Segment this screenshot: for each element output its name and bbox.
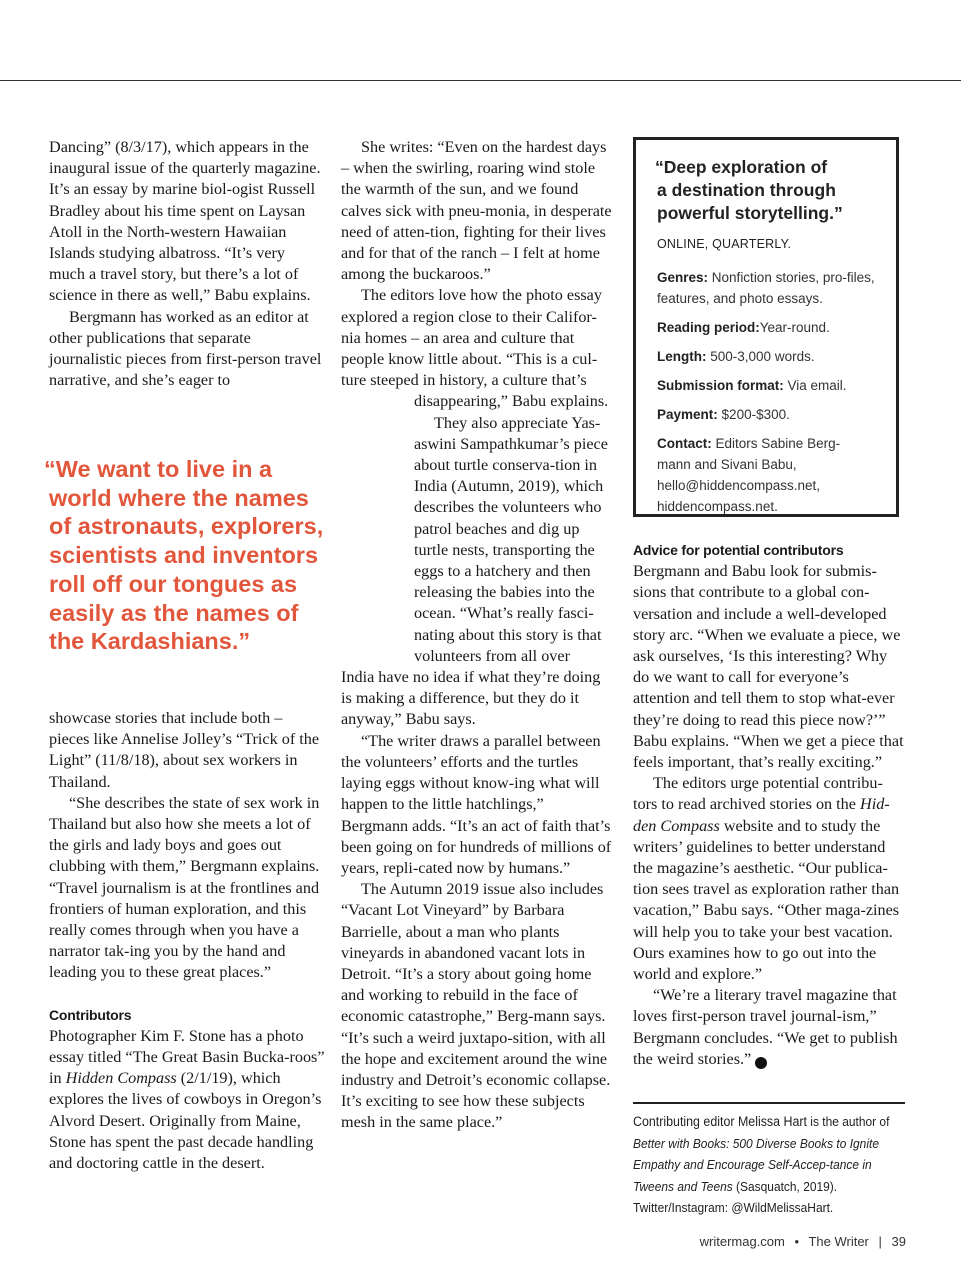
text: The editors urge potential contribu-tors to read archived stories on the [633,774,883,814]
paragraph: “She describes the state of sex work in Thailand but also how she meets a lot of the girls and lady boys and goes out clubbing with them,” Bergmann explains. “Travel journalism is at the frontlines and frontiers of human exploration, and this really comes through when you have a narrator tak-ing you by the hand and leading you to these great places.” [49,793,320,982]
headline-line: “Deep exploration of [655,157,828,177]
text: Photographer Kim F. Stone has a photo essay titled “The Great Basin Bucka-roos” in [49,1026,325,1088]
paragraph: showcase stories that include both – pieces like Annelise Jolley’s “Trick of the Light” (11/8/18), about sex workers in Thailand. [49,709,320,791]
paragraph [633,985,905,1070]
footer-magazine: The Writer [808,1234,869,1249]
text: (2/1/19), which explores the lives of cowboys in Oregon’s Alvord Desert. Originally from Maine, Stone has spent the past decade handling and doctoring cattle in the desert. [49,1069,322,1173]
item-value: $200-$300. [721,407,790,422]
credit-rule [633,1102,905,1104]
page-number: 39 [891,1234,906,1249]
section-heading-contributors: Contributors [49,1006,132,1023]
paragraph: She writes: “Even on the hardest days – when the swirling, roaring wind stole the warmth of the sun, and we found calves sick with pneu-monia, in desperate need of atten-tion, fighting for their lives and for that of the ranch – I felt at home among the buckaroos.” [341,138,612,284]
pull-quote-line: “We want to live in a [44,456,273,482]
item-value: Editors Sabine Berg-mann and Sivani Babu, hello@hiddencompass.net, hiddencompass.net. [657,436,841,514]
header-rule [0,80,961,81]
text: is the author of [806,1114,890,1129]
sidebar-item-reading-period [655,317,896,338]
item-label: Genres: [657,270,709,285]
item-value: Year-round. [759,320,830,335]
pull-quote-line: scientists and inventors [49,542,319,569]
author-credit [633,1111,907,1219]
paragraph: Bergmann and Babu look for submis-sions that contribute to a global con-versation and include a well-developed story arc. “When we evaluate a piece, we ask ourselves, ‘Is this interesting? Why do we want to call for everyone’s attention and tell them to stop what-ever they’re doing to read this piece now?’” Babu explains. “When we get a piece that feels important, that’s really exciting.” [633,562,904,772]
item-label: Submission format: [657,378,784,393]
paragraph: The editors love how the photo essay explored a region close to their Califor-nia homes – an area and culture that people know little about. “This is a cul-ture steeped in history, a culture that’s [341,286,602,390]
paragraph: The Autumn 2019 issue also includes “Vacant Lot Vineyard” by Barbara Barrielle, about a man who plants vineyards in abandoned vacant lots in Detroit. “It’s a story about going home and working to rebuild in the face of economic catastrophe,” Berg-mann says. “It’s such a weird juxtapo-sition, with all the hope and excitement around the wine industry and Detroit’s economic collapse. It’s exciting to see how these subjects mesh in the same place.” [341,880,611,1132]
pull-quote-line: the Kardashians.” [49,628,251,655]
sidebar-item-payment [655,404,896,425]
column-1-top [49,137,325,391]
column-2 [341,137,613,1134]
section-heading-advice: Advice for potential contributors [633,542,844,558]
sidebar-item-genres [655,267,896,309]
sidebar-item-contact [655,433,896,517]
pull-quote [44,455,344,656]
end-mark-icon: W [755,1057,767,1069]
paragraph [49,1026,325,1174]
wrapped-text-block [414,391,613,667]
pull-quote-line: roll off our tongues as [49,570,298,597]
pull-quote-line: world where the names [49,484,309,511]
sidebar-item-length [655,346,896,367]
book-title: Better with Books: 500 Diverse Books to Ignite Empathy and Encourage Self-Accep-tance in Tweens and Teens [633,1135,879,1194]
footer-separator: | [878,1234,882,1249]
page-footer [700,1234,906,1249]
paragraph: They also appreciate Yas-aswini Sampathkumar’s piece about turtle conserva-tion in India (Autumn, 2019), which describes the volunteers who patrol beaches and dig up turtle nests, transporting the eggs to a hatchery and then releasing the babies into the ocean. “What’s really fasci-nating about this story is that volunteers from all over [414,413,608,665]
credit-author: Contributing editor Melissa Hart [633,1114,807,1129]
info-sidebar [633,137,899,517]
paragraph: Dancing” (8/3/17), which appears in the inaugural issue of the quarterly magazine. It’s an essay by marine biol-ogist Russell Bradley about his time spent on Laysan Atoll in the North-western Hawaiian Islands studying albatross. “It’s very much a travel story, but there’s a lot of science in there as well,” Babu explains. [49,138,321,305]
pull-quote-line: easily as the names of [49,599,299,626]
footer-site: writermag.com [699,1234,785,1249]
sidebar-headline [655,156,896,225]
column-1-bottom [49,708,325,1174]
item-label: Contact: [657,436,712,451]
item-value: Via email. [787,378,847,393]
paragraph [633,773,905,985]
text: website and to study the writers’ guidelines to better understand the magazine’s aesthetic. “Our publica-tion sees travel as exploration rather than vacation,” Babu says. “Other maga-zines will help you to take your best vacation. Ours examines how to go out into the world and explore.” [633,816,900,984]
paragraph: Bergmann has worked as an editor at other publications that separate journalistic pieces from first-person travel narrative, and she’s eager to [49,307,322,390]
item-label: Payment: [657,407,718,422]
paragraph: “The writer draws a parallel between the volunteers’ efforts and the turtles laying eggs without know-ing what will happen to the little hatchlings,” Bergmann adds. “It’s an act of faith that’s been going on for hundreds of millions of years, repli-cated now by humans.” [341,731,612,877]
headline-line: a destination through [657,180,836,200]
item-label: Length: [657,349,707,364]
item-label: Reading period: [657,320,760,335]
text: (Sasquatch, 2019). Twitter/Instagram: @WildMelissaHart. [633,1178,838,1216]
headline-line: powerful storytelling.” [657,203,843,223]
publication-name: Hidden Compass [65,1069,177,1088]
sidebar-item-submission-format [655,375,896,396]
column-3 [633,540,905,1070]
publication-name: Hid-den Compass [633,795,890,835]
item-value: 500-3,000 words. [710,349,815,364]
pull-quote-line: of astronauts, explorers, [49,513,324,540]
footer-bullet: • [794,1234,800,1249]
paragraph: disappearing,” Babu explains. [414,392,609,411]
paragraph: India have no idea if what they’re doing is making a difference, but they do it anyway,” Babu says. [341,668,601,729]
text: “We’re a literary travel magazine that loves first-person travel journal-ism,” Bergmann concludes. “We get to publish the weird stories.” [633,986,898,1068]
sidebar-subhead: ONLINE, QUARTERLY. [657,237,792,251]
item-value: Nonfiction stories, pro-files, features, and photo essays. [657,270,875,306]
